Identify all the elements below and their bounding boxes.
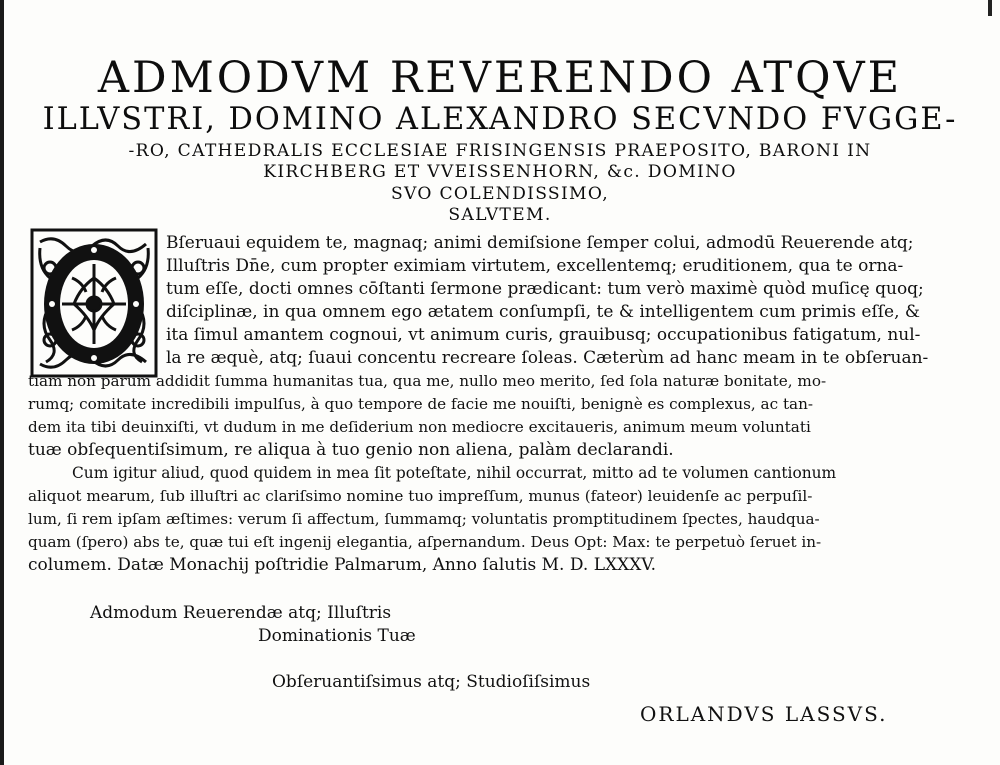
dedication-heading-line-6: SALVTEM. [448, 205, 552, 225]
body-line: dem ita tibi deuinxiſti, vt dudum in me deſiderium non mediocre excitaueris, animum meum voluntati [28, 418, 811, 436]
body-line: tum eſſe, docti omnes cōſtanti ſermone prædicant: tum verò maximè quòd muſicę quoq; [166, 279, 924, 299]
closing-dominationis: Dominationis Tuæ [258, 626, 416, 646]
body-line: lum, ſi rem ipſam æſtimes: verum ſi affectum, ſummamq; voluntatis promptitudinem ſpectes, haudqua- [28, 510, 820, 528]
body-line: Bſeruaui equidem te, magnaq; animi demiſsione ſemper colui, admodū Reuerende atq; [166, 233, 914, 253]
dedication-heading-line-4: KIRCHBERG ET VVEISSENHORN, &c. DOMINO [263, 162, 737, 182]
body-line: quam (ſpero) abs te, quæ tui eſt ingenij elegantia, aſpernandum. Deus Opt: Max: te perpetuò ſeruet in- [28, 533, 822, 551]
body-line: Illuſtris Dn̄e, cum propter eximiam virtutem, excellentemq; eruditionem, qua te orna- [166, 256, 904, 276]
body-line: rumq; comitate incredibili impulſus, à quo tempore de facie me nouiſti, benignè es complexus, ac tan- [28, 395, 814, 413]
body-line: tuæ obſequentiſsimum, re aliqua à tuo genio non aliena, palàm declarandi. [28, 440, 674, 460]
body-line: tiam non parum addidit ſumma humanitas tua, qua me, nullo meo merito, ſed ſola naturæ bonitate, mo- [28, 372, 827, 390]
body-line: aliquot mearum, ſub illuſtri ac clariſsimo nomine tuo impreſſum, munus (fateor) leuidenſe ac perpuſil- [28, 487, 813, 505]
decorated-initial-o [30, 228, 158, 378]
closing-subscription: Obſeruantiſsimus atq; Studioſiſsimus [272, 672, 591, 692]
body-line: ita ſimul amantem cognoui, vt animum curis, grauibusq; occupationibus fatigatum, nul- [166, 325, 921, 345]
dedication-heading-line-5: SVO COLENDISSIMO, [391, 184, 609, 204]
author-signature: ORLANDVS LASSVS. [640, 702, 888, 726]
dedication-heading-line-2: ILLVSTRI, DOMINO ALEXANDRO SECVNDO FVGGE- [42, 102, 958, 137]
closing-salutation: Admodum Reuerendæ atq; Illuſtris [90, 603, 392, 623]
dedication-title: ADMODVM REVERENDO ATQVE [97, 53, 903, 103]
body-line: Cum igitur aliud, quod quidem in mea ſit poteſtate, nihil occurrat, mitto ad te volumen cantionum [72, 464, 837, 482]
body-line: la re æquè, atq; ſuaui concentu recreare ſoleas. Cæterùm ad hanc meam in te obſeruan- [166, 348, 929, 368]
page-edge-mark [988, 0, 992, 16]
body-line: columem. Datæ Monachij poſtridie Palmarum, Anno ſalutis M. D. LXXXV. [28, 555, 657, 575]
body-line: diſciplinæ, in qua omnem ego ætatem conſumpſi, te & intelligentem cum primis eſſe, & [166, 302, 921, 322]
dedication-heading-line-3: -RO, CATHEDRALIS ECCLESIAE FRISINGENSIS PRAEPOSITO, BARONI IN [128, 141, 872, 161]
